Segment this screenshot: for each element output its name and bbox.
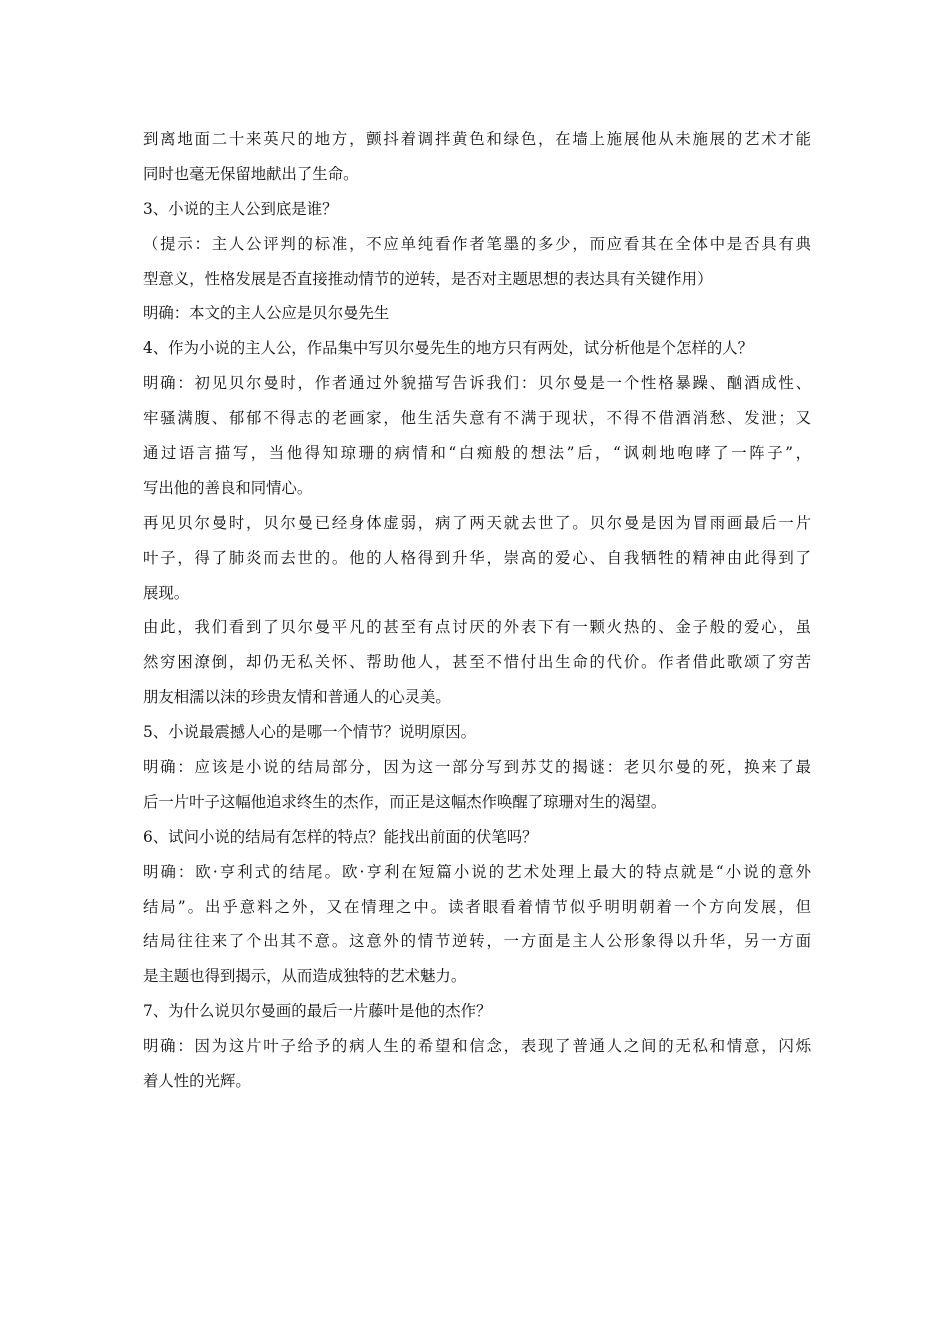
question-heading: 4、作为小说的主人公，作品集中写贝尔曼先生的地方只有两处，试分析他是个怎样的人？ [143,339,754,358]
text-line: 再见贝尔曼时，贝尔曼已经身体虚弱，病了两天就去世了。贝尔曼是因为冒雨画最后一片 [143,513,811,532]
question-heading: 5、小说最震撼人心的是哪一个情节？说明原因。 [143,723,476,742]
text-line: 同时也毫无保留地献出了生命。 [143,164,359,183]
text-line: （提示：主人公评判的标准，不应单纯看作者笔墨的多少，而应看其在全体中是否具有典 [143,234,811,253]
text-line: 写出他的善良和同情心。 [143,478,313,497]
text-line: 结局”。出乎意料之外，又在情理之中。读者眼看着情节似乎明明朝着一个方向发展，但 [143,897,811,916]
text-line: 明确：初见贝尔曼时，作者通过外貌描写告诉我们：贝尔曼是一个性格暴躁、酗酒成性、 [143,374,811,393]
text-line: 通过语言描写，当他得知琼珊的病情和“白痴般的想法”后，“讽刺地咆哮了一阵子”， [143,444,811,463]
text-line: 明确：应该是小说的结局部分，因为这一部分写到苏艾的揭谜：老贝尔曼的死，换来了最 [143,758,811,777]
text-line: 明确：欧·亨利式的结尾。欧·亨利在短篇小说的艺术处理上最大的特点就是“小说的意外 [143,862,811,881]
text-line: 结局往往来了个出其不意。这意外的情节逆转，一方面是主人公形象得以升华，另一方面 [143,932,811,951]
text-line: 明确：本文的主人公应是贝尔曼先生 [143,304,390,323]
text-line: 展现。 [143,583,190,602]
text-line: 着人性的光辉。 [143,1072,251,1091]
text-line: 朋友相濡以沫的珍贵友情和普通人的心灵美。 [143,688,451,707]
question-heading: 6、试问小说的结局有怎样的特点？能找出前面的伏笔吗？ [143,827,538,846]
text-line: 是主题也得到揭示，从而造成独特的艺术魅力。 [143,967,467,986]
text-line: 明确：因为这片叶子给予的病人生的希望和信念，表现了普通人之间的无私和情意，闪烁 [143,1037,811,1056]
question-heading: 3、小说的主人公到底是谁？ [143,199,338,218]
text-line: 后一片叶子这幅他追求终生的杰作，而正是这幅杰作唤醒了琼珊对生的渴望。 [143,792,667,811]
document-body [143,122,811,1099]
text-line: 叶子，得了肺炎而去世的。他的人格得到升华，崇高的爱心、自我牺牲的精神由此得到了 [143,548,811,567]
text-line: 型意义，性格发展是否直接推动情节的逆转，是否对主题思想的表达具有关键作用） [143,269,713,288]
question-heading: 7、为什么说贝尔曼画的最后一片藤叶是他的杰作？ [143,1002,492,1021]
text-line: 到离地面二十来英尺的地方，颤抖着调拌黄色和绿色，在墙上施展他从未施展的艺术才能 [143,130,811,148]
text-line: 由此，我们看到了贝尔曼平凡的甚至有点讨厌的外表下有一颗火热的、金子般的爱心，虽 [143,618,811,637]
text-line: 然穷困潦倒，却仍无私关怀、帮助他人，甚至不惜付出生命的代价。作者借此歌颂了穷苦 [143,653,811,672]
text-line: 牢骚满腹、郁郁不得志的老画家，他生活失意有不满于现状，不得不借酒消愁、发泄；又 [143,409,811,428]
